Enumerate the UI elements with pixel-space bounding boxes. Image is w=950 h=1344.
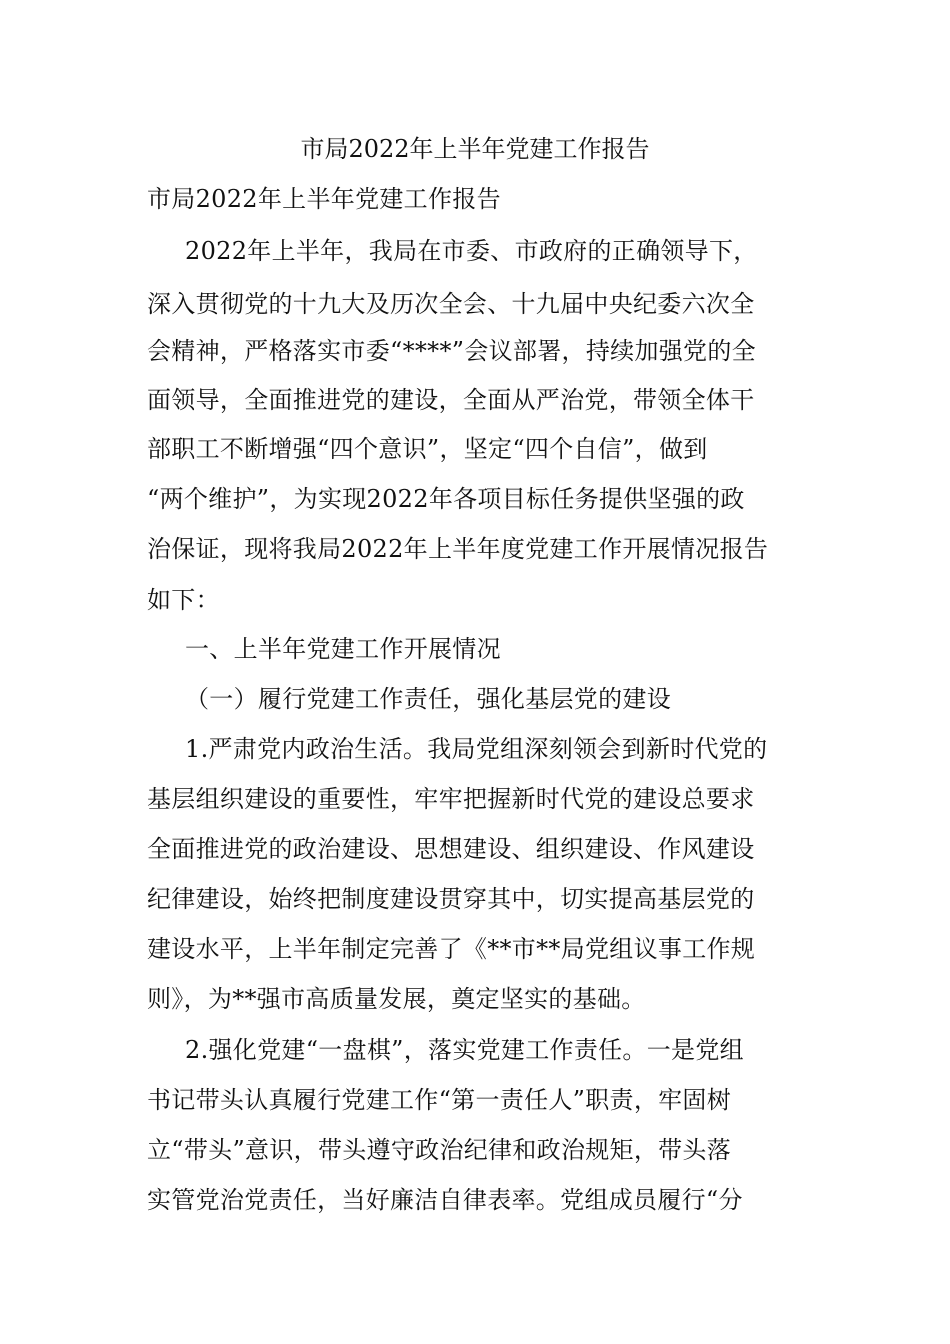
intro-line: 治保证，现将我局2022年上半年度党建工作开展情况报告 [147, 535, 769, 563]
document-title: 市局2022年上半年党建工作报告 [300, 135, 650, 163]
item2-line: 2.强化党建“一盘棋”，落实党建工作责任。一是党组 [185, 1036, 744, 1064]
item2-line: 书记带头认真履行党建工作“第一责任人”职责，牢固树 [147, 1086, 732, 1114]
item1-line: 1.严肃党内政治生活。我局党组深刻领会到新时代党的 [185, 735, 768, 763]
subsection-heading: （一）履行党建工作责任，强化基层党的建设 [185, 685, 671, 713]
intro-line: 2022年上半年，我局在市委、市政府的正确领导下， [185, 237, 758, 265]
intro-line: “两个维护”，为实现2022年各项目标任务提供坚强的政 [147, 485, 745, 513]
intro-line: 面领导，全面推进党的建设，全面从严治党，带领全体干 [147, 386, 755, 414]
section-heading: 一、上半年党建工作开展情况 [185, 635, 501, 663]
item1-line: 则》，为**强市高质量发展，奠定坚实的基础。 [147, 985, 646, 1013]
item1-line: 纪律建设，始终把制度建设贯穿其中，切实提高基层党的 [147, 885, 755, 913]
intro-line: 部职工不断增强“四个意识”，坚定“四个自信”，做到 [147, 435, 708, 463]
item2-line: 立“带头”意识，带头遵守政治纪律和政治规矩，带头落 [147, 1136, 732, 1164]
intro-line: 如下： [147, 586, 220, 614]
item1-line: 全面推进党的政治建设、思想建设、组织建设、作风建设 [147, 835, 755, 863]
item1-line: 建设水平，上半年制定完善了《**市**局党组议事工作规 [147, 935, 756, 963]
intro-line: 深入贯彻党的十九大及历次全会、十九届中央纪委六次全 [147, 290, 755, 318]
item1-line: 基层组织建设的重要性，牢牢把握新时代党的建设总要求 [147, 785, 755, 813]
document-subtitle: 市局2022年上半年党建工作报告 [147, 185, 501, 213]
item2-line: 实管党治党责任，当好廉洁自律表率。党组成员履行“分 [147, 1186, 743, 1214]
intro-line: 会精神，严格落实市委“****”会议部署，持续加强党的全 [147, 337, 756, 365]
